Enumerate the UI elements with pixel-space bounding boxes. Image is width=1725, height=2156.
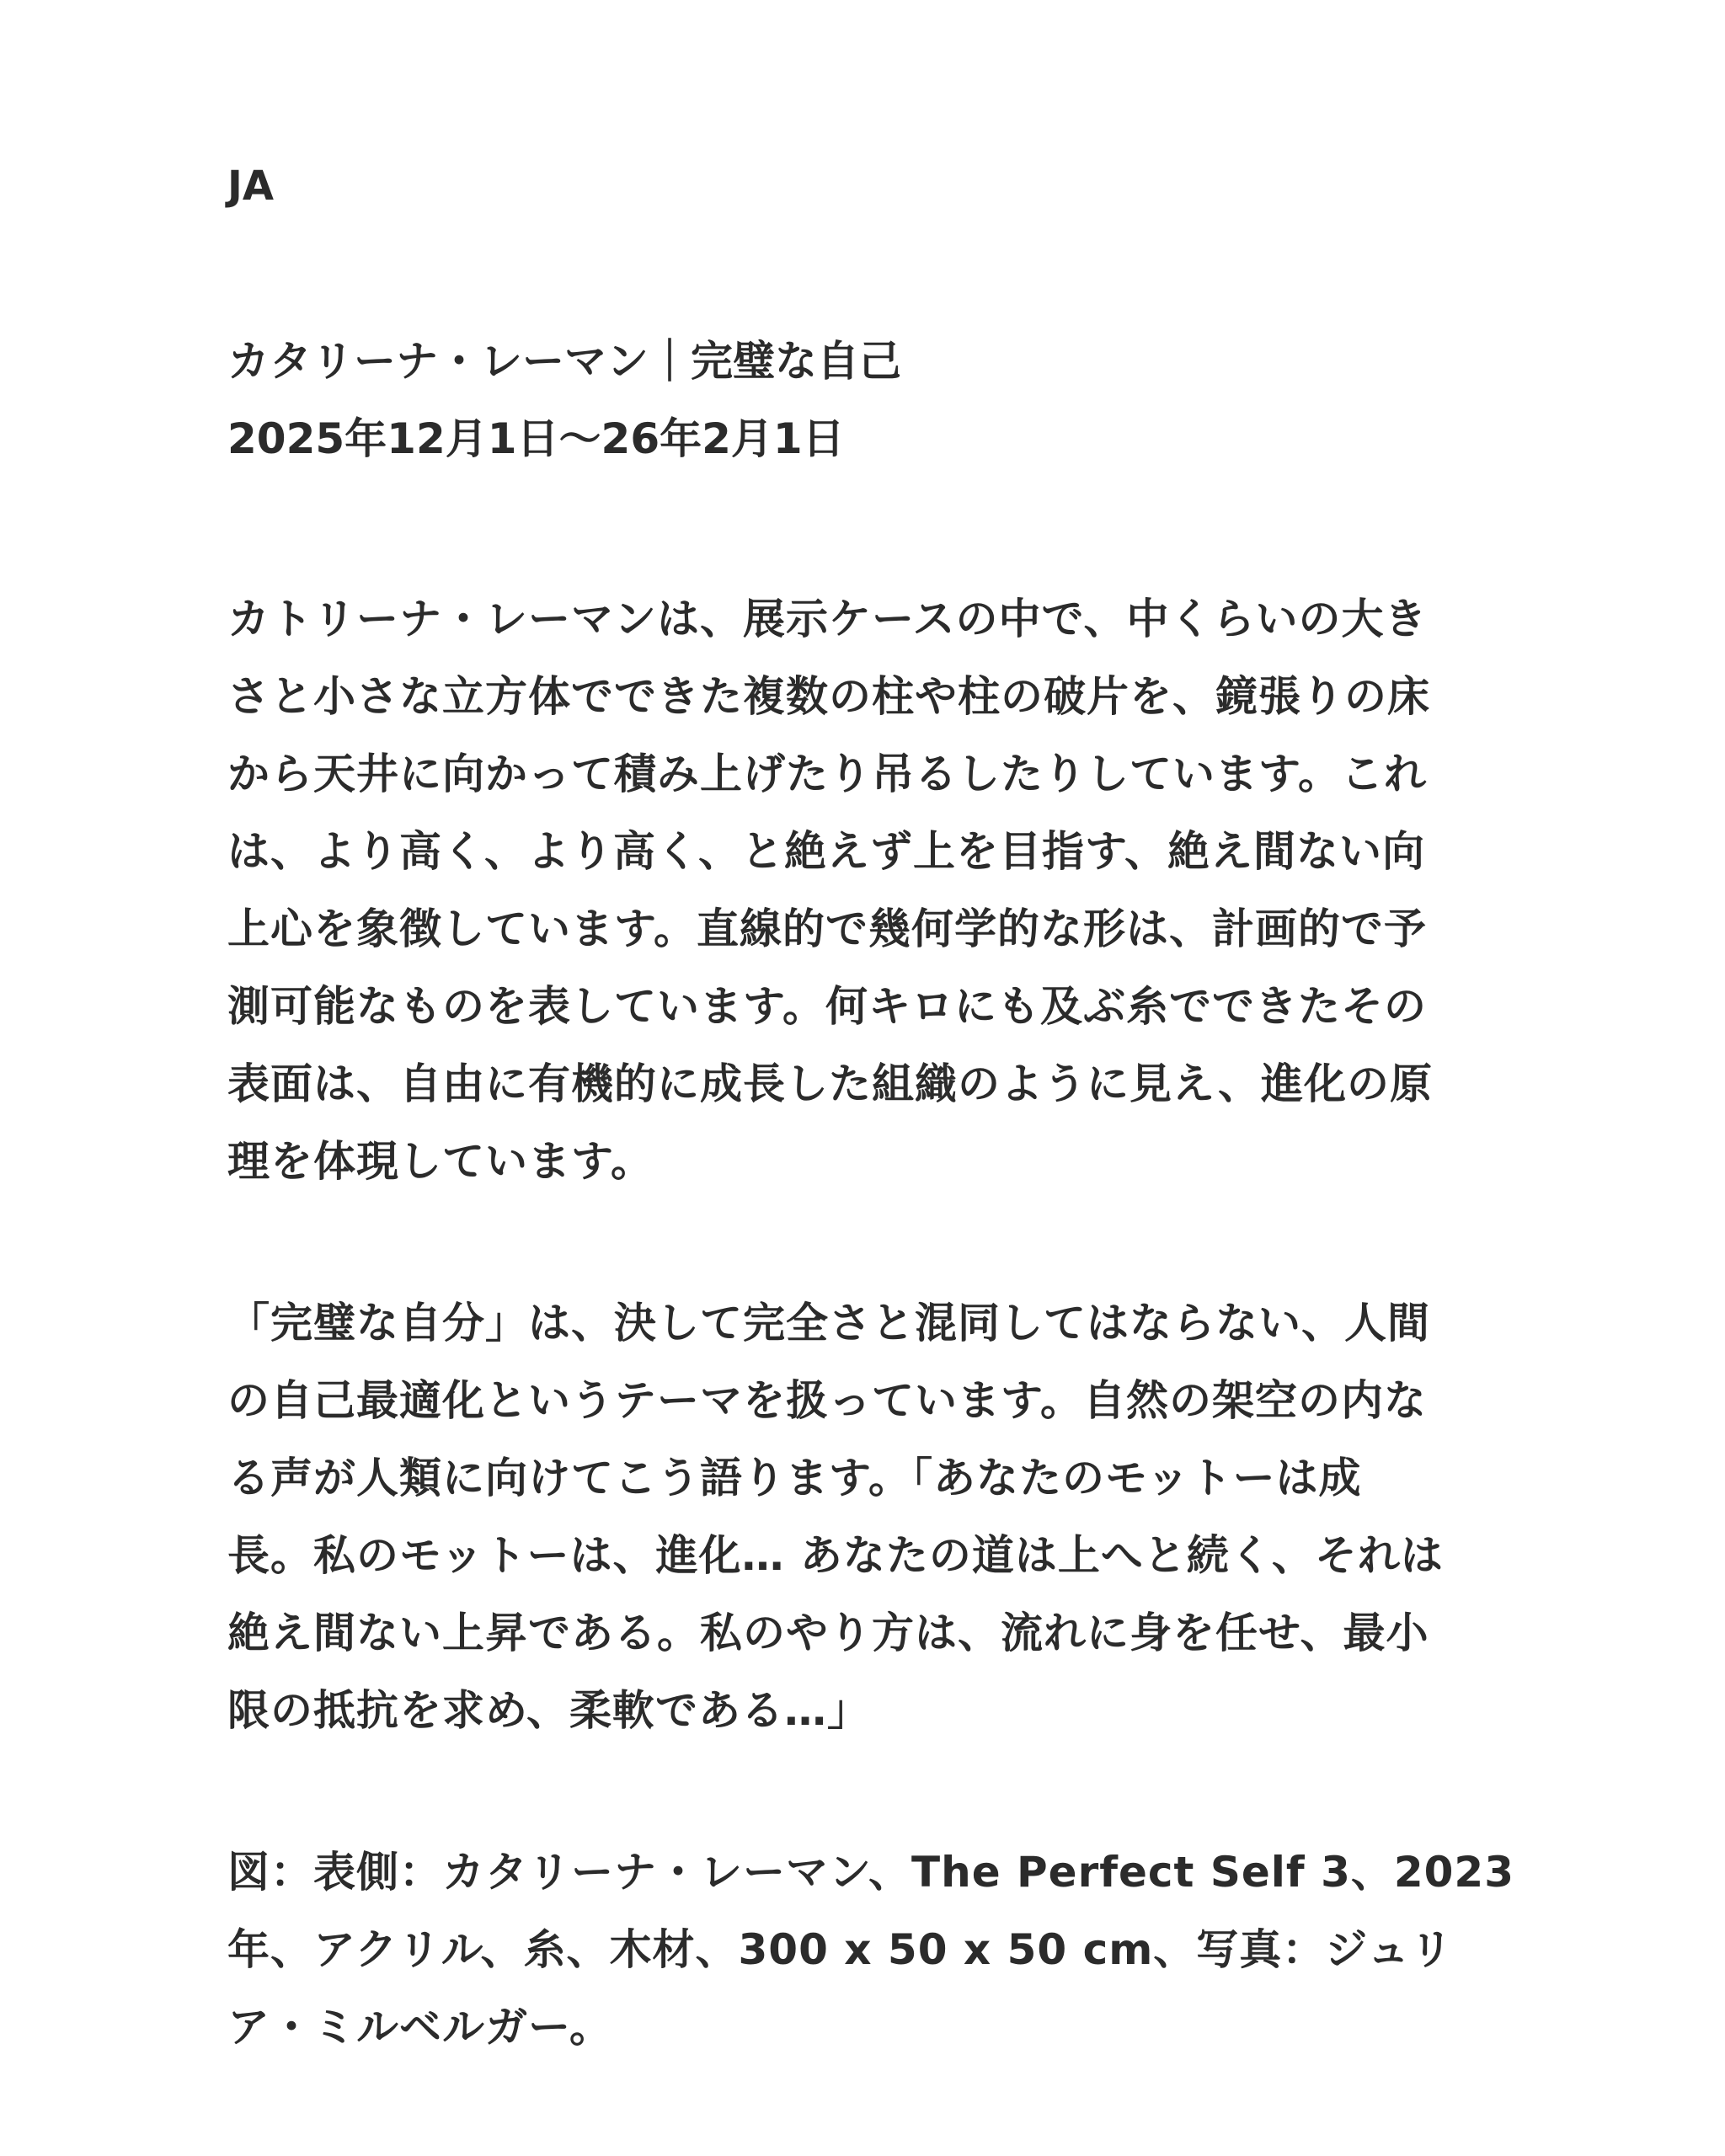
text-line: 上心を象徴しています。直線的で幾何学的な形は、計画的で予 xyxy=(227,905,1427,953)
text-line: は、より高く、より高く、と絶えず上を目指す、絶え間ない向 xyxy=(227,827,1425,876)
text-line: 年、アクリル、糸、木材、300 x 50 x 50 cm、写真：ジュリ xyxy=(227,1925,1454,1974)
text-line: る声が人類に向けてこう語ります。「あなたのモットーは成 xyxy=(227,1454,1362,1502)
text-line: の自己最適化というテーマを扱っています。自然の架空の内な xyxy=(227,1376,1427,1425)
text-line: ア・ミルベルガー。 xyxy=(227,2003,612,2052)
description-paragraph xyxy=(227,580,1525,1200)
exhibition-dates: 2025年12月1日～26年2月1日 xyxy=(227,414,845,463)
text-line: 理を体現しています。 xyxy=(227,1137,654,1186)
text-line: カトリーナ・レーマンは、展示ケースの中で、中くらいの大き xyxy=(227,595,1428,643)
text-line: 限の抵抗を求め、柔軟である…」 xyxy=(227,1686,870,1735)
text-line: から天井に向かって積み上げたり吊るしたりしています。これ xyxy=(227,750,1427,798)
text-line: 表面は、自由に有機的に成長した組織のように見え、進化の原 xyxy=(227,1059,1433,1108)
image-caption xyxy=(227,1833,1525,2066)
document-body xyxy=(227,147,1525,2066)
language-label: JA xyxy=(227,163,275,210)
text-line: 長。私のモットーは、進化… あなたの道は上へと続く、それは xyxy=(227,1531,1444,1580)
text-line: 測可能なものを表しています。何キロにも及ぶ糸でできたその xyxy=(227,982,1427,1031)
text-line: 「完璧な自分」は、決して完全さと混同してはならない、人間 xyxy=(227,1299,1430,1348)
text-line: 図：表側：カタリーナ・レーマン、The Perfect Self 3、2023 xyxy=(227,1848,1515,1897)
theme-paragraph xyxy=(227,1284,1525,1749)
text-line: 絶え間ない上昇である。私のやり方は、流れに身を任せ、最小 xyxy=(227,1609,1429,1657)
exhibition-header xyxy=(227,323,1525,478)
exhibition-title: カタリーナ・レーマン｜完璧な自己 xyxy=(227,337,901,386)
text-line: さと小さな立方体でできた複数の柱や柱の破片を、鏡張りの床 xyxy=(227,672,1430,721)
